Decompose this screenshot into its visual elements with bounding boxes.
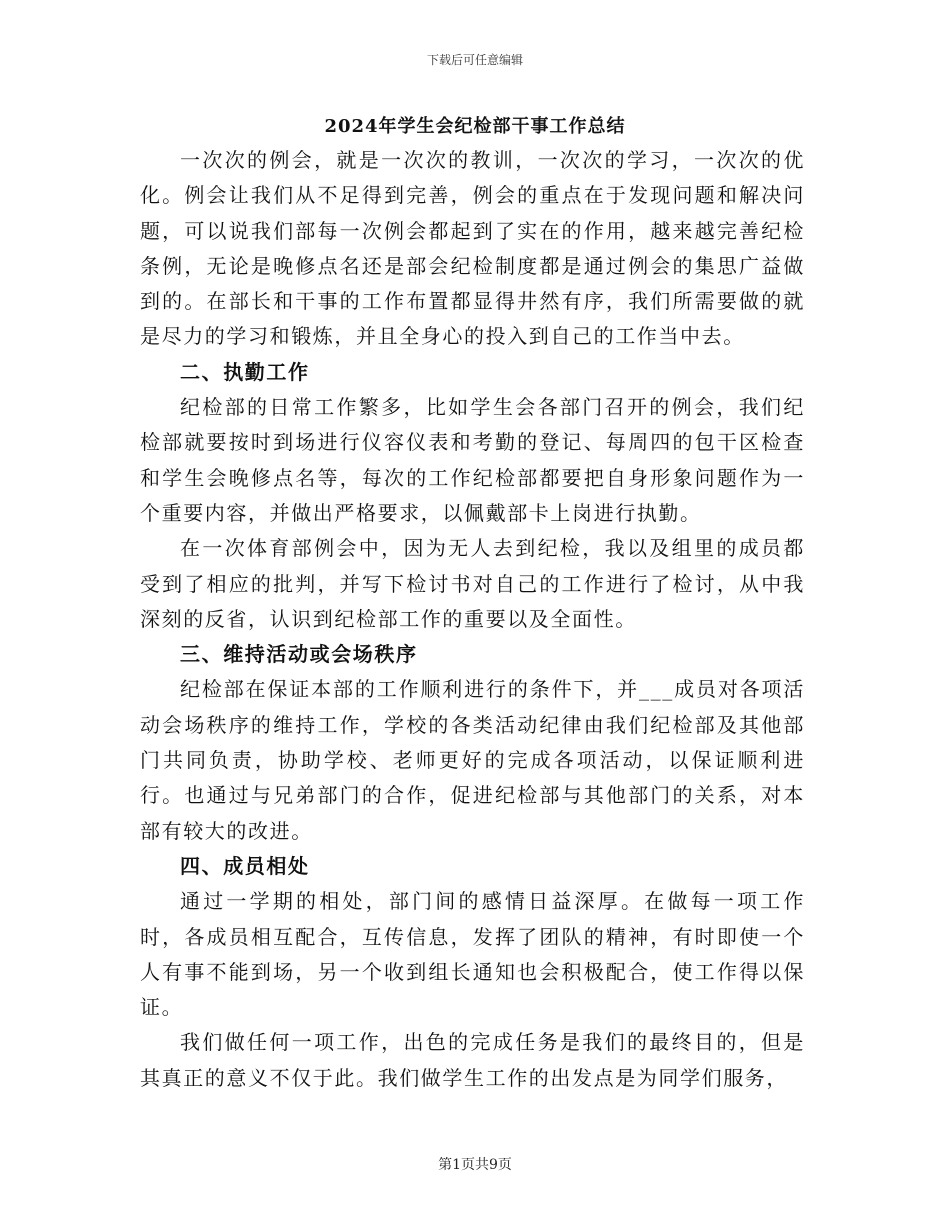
body-paragraph-5: 通过一学期的相处，部门间的感情日益深厚。在做每一项工作时，各成员相互配合，互传信息，发挥了团队的精神，有时即使一个人有事不能到场，另一个收到组长通知也会积极配合，使工作得以保证。 bbox=[140, 889, 805, 1020]
section-heading-members: 四、成员相处 bbox=[180, 853, 310, 878]
body-paragraph-3: 在一次体育部例会中，因为无人去到纪检，我以及组里的成员都受到了相应的批判，并写下检讨书对自己的工作进行了检讨，从中我深刻的反省，认识到纪检部工作的重要以及全面性。 bbox=[140, 536, 805, 631]
page-header-note: 下载后可任意编辑 bbox=[426, 53, 523, 67]
page-number: 第1页共9页 bbox=[438, 1157, 512, 1173]
body-paragraph-1: 一次次的例会，就是一次次的教训，一次次的学习，一次次的优化。例会让我们从不足得到完善，例会的重点在于发现问题和解决问题，可以说我们部每一次例会都起到了实在的作用，越来越完善纪检条例，无论是晚修点名还是部会纪检制度都是通过例会的集思广益做到的。在部长和干事的工作布置都显得井然有序，我们所需要做的就是尽力的学习和锻炼，并且全身心的投入到自己的工作当中去。 bbox=[140, 148, 805, 349]
body-paragraph-6: 我们做任何一项工作，出色的完成任务是我们的最终目的，但是其真正的意义不仅于此。我们做学生工作的出发点是为同学们服务， bbox=[140, 1030, 805, 1090]
section-heading-order: 三、维持活动或会场秩序 bbox=[180, 642, 418, 667]
body-paragraph-2: 纪检部的日常工作繁多，比如学生会各部门召开的例会，我们纪检部就要按时到场进行仪容仪表和考勤的登记、每周四的包干区检查和学生会晚修点名等，每次的工作纪检部都要把自身形象问题作为一个重要内容，并做出严格要求，以佩戴部卡上岗进行执勤。 bbox=[140, 395, 805, 525]
document-body bbox=[140, 143, 805, 1096]
body-paragraph-4: 纪检部在保证本部的工作顺利进行的条件下，并___成员对各项活动会场秩序的维持工作，学校的各类活动纪律由我们纪检部及其他部门共同负责，协助学校、老师更好的完成各项活动，以保证顺利进行。也通过与兄弟部门的合作，促进纪检部与其他部门的关系，对本部有较大的改进。 bbox=[140, 677, 805, 843]
section-heading-duty: 二、执勤工作 bbox=[180, 359, 310, 384]
document-title: 2024年学生会纪检部干事工作总结 bbox=[324, 116, 626, 137]
